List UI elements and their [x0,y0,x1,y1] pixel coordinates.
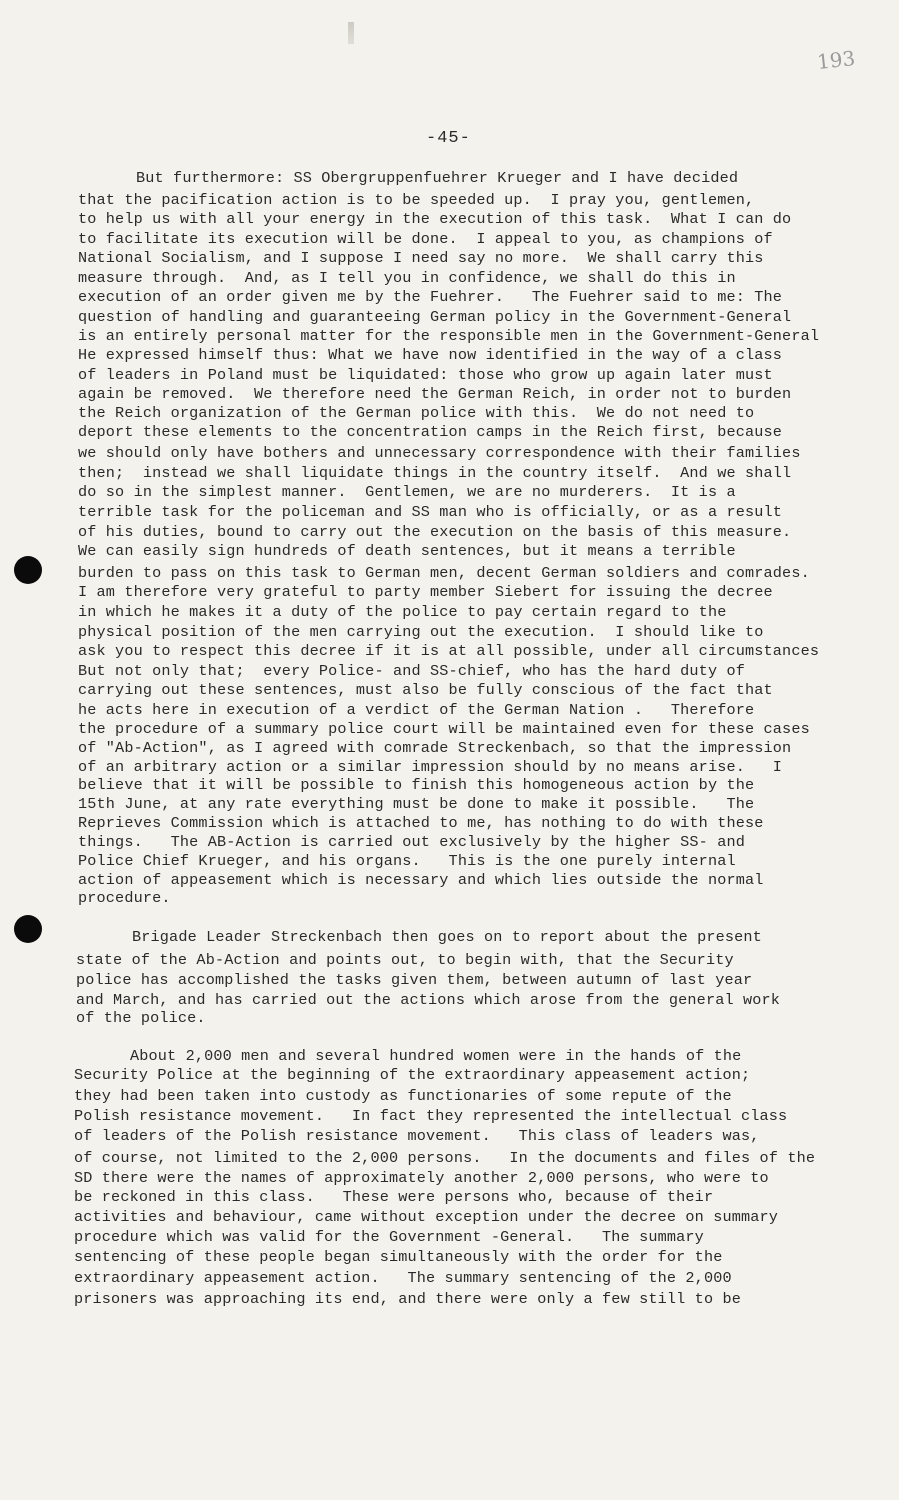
text-line: deport these elements to the concentration camps in the Reich first, because [78,423,783,441]
text-line: question of handling and guaranteeing German policy in the Government-General [78,308,792,326]
text-line: of an arbitrary action or a similar impression should by no means arise. I [78,758,783,776]
text-line: of his duties, bound to carry out the execution on the basis of this measure. [78,523,792,541]
text-line: National Socialism, and I suppose I need say no more. We shall carry this [78,249,764,267]
text-line: Police Chief Krueger, and his organs. This is the one purely internal [78,852,736,870]
text-line: prisoners was approaching its end, and there were only a few still to be [74,1290,742,1308]
text-line: police has accomplished the tasks given them, between autumn of last year [76,971,753,989]
text-line: things. The AB-Action is carried out exclusively by the higher SS- and [78,833,746,851]
text-line: 15th June, at any rate everything must be done to make it possible. The [78,795,755,813]
text-line: physical position of the men carrying out the execution. I should like to [78,623,764,641]
text-line: of course, not limited to the 2,000 persons. In the documents and files of the [74,1149,816,1167]
text-line: then; instead we shall liquidate things in the country itself. And we shall [78,464,792,482]
text-line: he acts here in execution of a verdict of the German Nation . Therefore [78,701,755,719]
text-line: But furthermore: SS Obergruppenfuehrer Krueger and I have decided [136,169,739,187]
handwritten-page-number: 193 [815,46,857,74]
text-line: do so in the simplest manner. Gentlemen, we are no murderers. It is a [78,483,736,501]
faded-stamp-mark [348,22,354,44]
text-line: burden to pass on this task to German men, decent German soldiers and comrades. [78,564,810,582]
text-line: SD there were the names of approximately another 2,000 persons, who were to [74,1169,769,1187]
text-line: We can easily sign hundreds of death sentences, but it means a terrible [78,542,736,560]
text-line: terrible task for the policeman and SS man who is officially, or as a result [78,503,783,521]
text-line: is an entirely personal matter for the responsible men in the Government-General [78,327,820,345]
text-line: of leaders of the Polish resistance movement. This class of leaders was, [74,1127,760,1145]
punch-hole [14,556,42,584]
text-line: we should only have bothers and unnecessary correspondence with their families [78,444,801,462]
text-line: that the pacification action is to be speeded up. I pray you, gentlemen, [78,191,755,209]
text-line: the procedure of a summary police court will be maintained even for these cases [78,720,810,738]
text-line: of "Ab-Action", as I agreed with comrade Streckenbach, so that the impression [78,739,792,757]
text-line: and March, and has carried out the actions which arose from the general work [76,991,781,1009]
text-line: Reprieves Commission which is attached to me, has nothing to do with these [78,814,764,832]
text-line: state of the Ab-Action and points out, to begin with, that the Security [76,951,734,969]
text-line: of the police. [76,1009,206,1027]
text-line: they had been taken into custody as functionaries of some repute of the [74,1087,732,1105]
text-line: of leaders in Poland must be liquidated: those who grow up again later must [78,366,773,384]
text-line: believe that it will be possible to finish this homogeneous action by the [78,776,755,794]
punch-hole [14,915,42,943]
text-line: be reckoned in this class. These were persons who, because of their [74,1188,714,1206]
text-line: He expressed himself thus: What we have now identified in the way of a class [78,346,783,364]
text-line: in which he makes it a duty of the police to pay certain regard to the [78,603,727,621]
text-line: the Reich organization of the German police with this. We do not need to [78,404,755,422]
text-line: I am therefore very grateful to party member Siebert for issuing the decree [78,583,773,601]
text-line: again be removed. We therefore need the German Reich, in order not to burden [78,385,792,403]
text-line: execution of an order given me by the Fuehrer. The Fuehrer said to me: The [78,288,783,306]
text-line: carrying out these sentences, must also be fully conscious of the fact that [78,681,773,699]
text-line: procedure which was valid for the Government -General. The summary [74,1228,704,1246]
text-line: About 2,000 men and several hundred women were in the hands of the [130,1047,742,1065]
text-line: ask you to respect this decree if it is at all possible, under all circumstances [78,642,820,660]
text-line: measure through. And, as I tell you in confidence, we shall do this in [78,269,736,287]
text-line: But not only that; every Police- and SS-chief, who has the hard duty of [78,662,746,680]
text-line: Brigade Leader Streckenbach then goes on to report about the present [132,928,762,946]
text-line: to facilitate its execution will be done. I appeal to you, as champions of [78,230,773,248]
text-line: procedure. [78,889,171,907]
text-line: sentencing of these people began simultaneously with the order for the [74,1248,723,1266]
text-line: to help us with all your energy in the execution of this task. What I can do [78,210,792,228]
text-line: Polish resistance movement. In fact they represented the intellectual class [74,1107,788,1125]
text-line: activities and behaviour, came without exception under the decree on summary [74,1208,779,1226]
text-line: extraordinary appeasement action. The summary sentencing of the 2,000 [74,1269,732,1287]
text-line: action of appeasement which is necessary and which lies outside the normal [78,871,764,889]
page-number: -45- [426,129,471,148]
text-line: Security Police at the beginning of the extraordinary appeasement action; [74,1066,751,1084]
